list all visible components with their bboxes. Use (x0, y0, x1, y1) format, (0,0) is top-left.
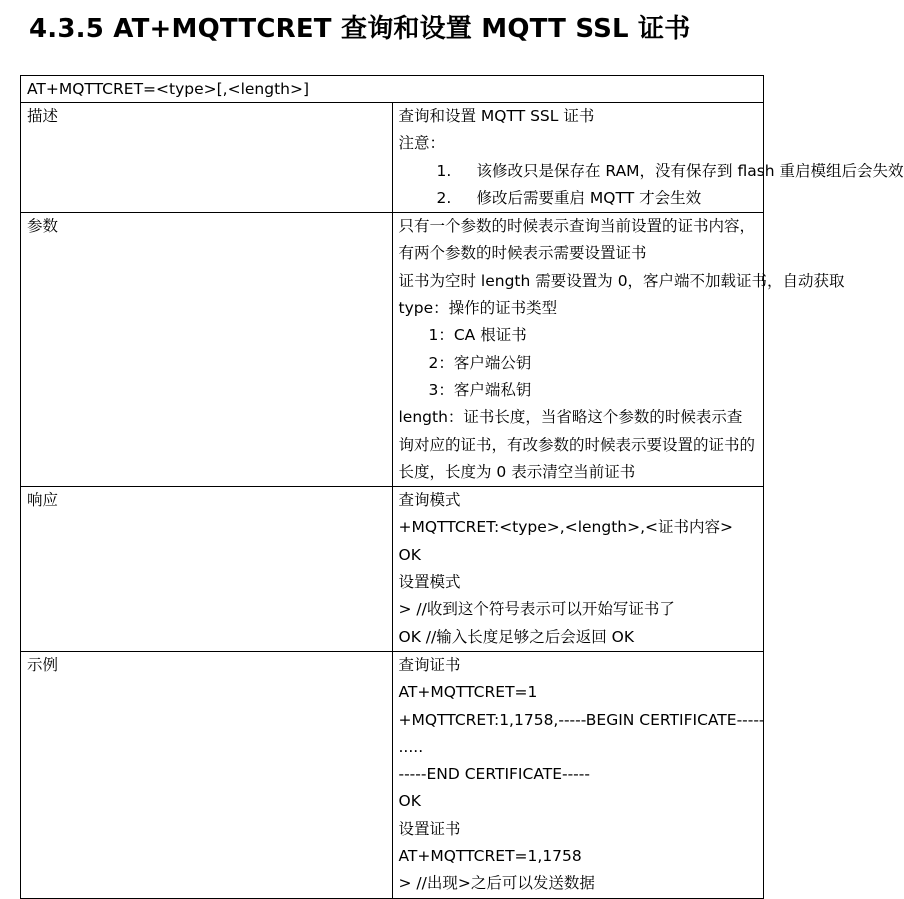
note-number-2: 2. (436, 188, 452, 207)
description-text: 查询和设置 MQTT SSL 证书 (398, 107, 595, 125)
parameters-label: 参数 (27, 217, 59, 236)
example-set-title: 设置证书 (398, 819, 461, 838)
example-query-response: +MQTTCRET:1,1758,-----BEGIN CERTIFICATE----- (398, 710, 765, 729)
example-query-ok: OK (398, 792, 421, 811)
type-option-3: 3：客户端私钥 (428, 380, 532, 399)
response-set-prompt: > //收到这个符号表示可以开始写证书了 (398, 600, 675, 619)
note-item-2 (399, 185, 758, 212)
response-query-ok: OK (398, 545, 421, 564)
param-type: type：操作的证书类型 (398, 299, 558, 318)
note-item-1 (399, 158, 904, 185)
description-row (21, 103, 764, 213)
description-cell (392, 103, 904, 213)
command-spec-table (20, 75, 904, 899)
example-set-command: AT+MQTTCRET=1,1758 (398, 847, 582, 866)
response-query-mode: 查询模式 (398, 491, 461, 510)
example-set-prompt: > //出现>之后可以发送数据 (398, 874, 595, 893)
example-cert-end: -----END CERTIFICATE----- (398, 765, 590, 784)
param-empty-note: 证书为空时 length 需要设置为 0，客户端不加载证书，自动获取 (398, 271, 845, 290)
response-set-ok: OK //输入长度足够之后会返回 OK (398, 627, 635, 646)
command-syntax: AT+MQTTCRET=<type>[,<length>] (21, 76, 764, 103)
section-heading: 4.3.5 AT+MQTTCRET 查询和设置 MQTT SSL 证书 (29, 14, 691, 44)
response-cell (392, 487, 764, 652)
note-number-1: 1. (436, 161, 452, 180)
response-set-mode: 设置模式 (398, 573, 461, 592)
syntax-row (21, 76, 764, 103)
description-label: 描述 (27, 107, 59, 125)
example-row (21, 651, 764, 898)
example-ellipsis: ..... (398, 737, 424, 756)
parameters-cell (392, 213, 845, 487)
parameters-row (21, 213, 764, 487)
type-option-1: 1：CA 根证书 (428, 326, 527, 345)
note-label: 注意： (398, 134, 446, 153)
example-cell (392, 651, 764, 898)
response-query-format: +MQTTCRET:<type>,<length>,<证书内容> (398, 518, 733, 537)
note-text-1: 该修改只是保存在 RAM，没有保存到 flash 重启模组后会失效 (476, 161, 904, 180)
type-option-2: 2：客户端公钥 (428, 353, 532, 372)
example-label: 示例 (27, 655, 59, 674)
param-length: length：证书长度，当省略这个参数的时候表示查询对应的证书，有改参数的时候表示要设置的证书的长度，长度为 0 表示清空当前证书 (398, 408, 756, 481)
note-text-2: 修改后需要重启 MQTT 才会生效 (476, 188, 702, 207)
example-query-title: 查询证书 (398, 655, 461, 674)
param-overview: 只有一个参数的时候表示查询当前设置的证书内容，有两个参数的时候表示需要设置证书 (398, 217, 756, 263)
response-label: 响应 (27, 491, 59, 510)
example-query-command: AT+MQTTCRET=1 (398, 683, 538, 702)
response-row (21, 487, 764, 652)
